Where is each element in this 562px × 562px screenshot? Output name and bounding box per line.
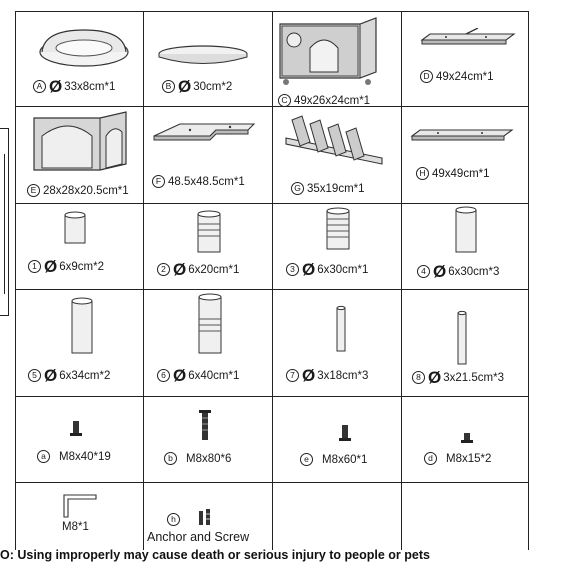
round-bed-part-a-image: [36, 22, 136, 72]
round-platform-part-b-image: [154, 40, 252, 70]
board-part-d-image: [416, 28, 520, 58]
part-b-label: B Ø 30cm*2: [162, 77, 232, 97]
post-5-label: 5 Ø 6x34cm*2: [28, 366, 110, 386]
cube-condo-part-e-image: [30, 110, 130, 174]
post-7-image: [335, 305, 347, 353]
post-1-label: 1 Ø 6x9cm*2: [28, 257, 104, 277]
post-3-label: 3 Ø 6x30cm*1: [286, 260, 368, 280]
part-h-label: H 49x49cm*1: [416, 167, 490, 180]
post-2-image: [196, 210, 222, 254]
post-8-label: 8 Ø 3x21.5cm*3: [412, 368, 504, 388]
part-a-label: A Ø 33x8cm*1: [33, 77, 115, 97]
grid-line: [401, 11, 402, 550]
anchor-mark-label: h: [167, 513, 183, 526]
allen-wrench-image: [60, 493, 100, 519]
post-6-image: [197, 293, 223, 355]
bolt-e-label: e M8x60*1: [300, 453, 367, 466]
bolt-b-label: b M8x80*6: [164, 452, 231, 465]
part-c-label: C 49x26x24cm*1: [278, 94, 370, 107]
grid-line: [143, 11, 144, 550]
safety-warning-text: O: Using improperly may cause death or serious injury to people or pets: [0, 548, 430, 562]
post-5-image: [70, 297, 94, 355]
anchor-screw-image: [198, 509, 212, 529]
ramp-part-g-image: [282, 112, 386, 170]
allen-wrench-label: M8*1: [62, 521, 89, 533]
bolt-d-label: d M8x15*2: [424, 452, 491, 465]
bolt-a-label: a M8x40*19: [37, 450, 111, 463]
post-7-label: 7 Ø 3x18cm*3: [286, 366, 368, 386]
condo-box-part-c-image: [276, 14, 386, 90]
post-3-image: [325, 207, 351, 251]
grid-line: [272, 11, 273, 550]
l-board-part-f-image: [150, 120, 256, 148]
post-4-label: 4 Ø 6x30cm*3: [417, 262, 499, 282]
bolt-d-image: [461, 432, 473, 444]
grid-line: [528, 11, 529, 550]
bolt-b-image: [199, 410, 211, 444]
part-d-label: D 49x24cm*1: [420, 70, 494, 83]
post-2-label: 2 Ø 6x20cm*1: [157, 260, 239, 280]
bolt-a-image: [70, 420, 82, 438]
post-6-label: 6 Ø 6x40cm*1: [157, 366, 239, 386]
board-part-h-image: [408, 126, 516, 148]
post-1-image: [63, 211, 87, 245]
part-g-label: G 35x19cm*1: [291, 182, 365, 195]
grid-line: [15, 11, 16, 550]
post-8-image: [456, 310, 468, 366]
adjacent-panel-inner-frame: [0, 154, 5, 294]
part-e-label: E 28x28x20.5cm*1: [27, 184, 129, 197]
post-4-image: [454, 206, 478, 254]
anchor-screw-label: Anchor and Screw: [147, 530, 250, 544]
bolt-e-image: [339, 423, 351, 443]
part-f-label: F 48.5x48.5cm*1: [152, 175, 245, 188]
